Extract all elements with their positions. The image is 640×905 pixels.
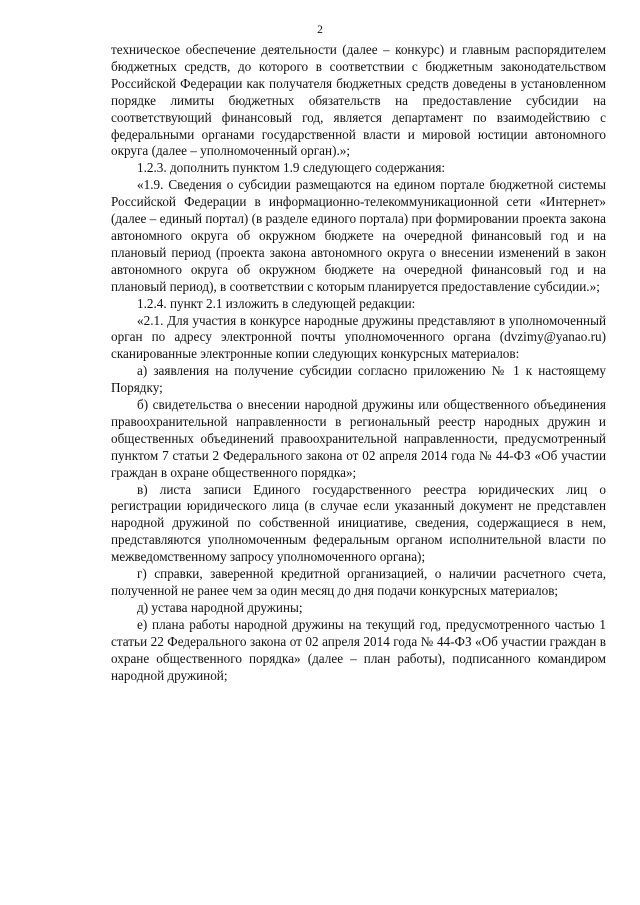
paragraph-clause-2-1: «2.1. Для участия в конкурсе народные дружины представляют в уполномоченный орган по адресу электронной почты уполномоченного органа (dvzimy@yanao.ru) сканированные электронные копии следующих конкурсных материалов: bbox=[111, 312, 606, 362]
document-body bbox=[111, 42, 606, 684]
paragraph-subitem-e: е) плана работы народной дружины на текущий год, предусмотренного частью 1 статьи 22 Федерального закона от 02 апреля 2014 года № 44-ФЗ «Об участии граждан в охране общественного порядка» (далее – план работы), подписанного командиром народной дружиной; bbox=[111, 616, 606, 683]
paragraph-item-1-2-4: 1.2.4. пункт 2.1 изложить в следующей редакции: bbox=[137, 295, 416, 311]
paragraph-subitem-d: д) устава народной дружины; bbox=[137, 599, 303, 615]
paragraph-item-1-2-3: 1.2.3. дополнить пунктом 1.9 следующего содержания: bbox=[137, 160, 446, 176]
paragraph-clause-1-9: «1.9. Сведения о субсидии размещаются на едином портале бюджетной системы Российской Федерации в информационно-телекоммуникационной сети «Интернет» (далее – единый портал) (в разделе единого портала) при формировании проекта закона автономного округа об окружном бюджете на очередной финансовый год и на плановый период (проекта закона автономного округа о внесении изменений в закон автономного округа об окружном бюджете на очередной финансовый год и на плановый период), в соответствии с которым планируется предоставление субсидии.»; bbox=[111, 177, 606, 294]
paragraph-continuation: техническое обеспечение деятельности (далее – конкурс) и главным распорядителем бюджетных средств, до которого в соответствии с бюджетным законодательством Российской Федерации как получателя бюджетных средств доведены в установленном порядке лимиты бюджетных обязательств на предоставление субсидии на соответствующий финансовый год, является департамент по взаимодействию с федеральными органами государственной власти и мировой юстиции автономного округа (далее – уполномоченный орган).»; bbox=[111, 42, 606, 159]
paragraph-subitem-a: а) заявления на получение субсидии согласно приложению № 1 к настоящему Порядку; bbox=[111, 363, 606, 396]
paragraph-subitem-b: б) свидетельства о внесении народной дружины или общественного объединения правоохранительной направленности в региональный реестр народных дружин и общественных объединений правоохранительной направленности, предусмотренный пунктом 7 статьи 2 Федерального закона от 02 апреля 2014 года № 44-ФЗ «Об участии граждан в охране общественного порядка»; bbox=[111, 397, 606, 480]
paragraph-subitem-g: г) справки, заверенной кредитной организацией, о наличии расчетного счета, полученной не ранее чем за один месяц до дня подачи конкурсных материалов; bbox=[111, 566, 606, 598]
paragraph-subitem-v: в) листа записи Единого государственного реестра юридических лиц о регистрации юридического лица (в случае если указанный документ не представлен народной дружиной по собственной инициативе, сведения, содержащиеся в нем, представляются уполномоченным федеральным органом исполнительной власти по межведомственному запросу уполномоченного органа); bbox=[111, 481, 606, 565]
page-number: 2 bbox=[317, 24, 323, 36]
